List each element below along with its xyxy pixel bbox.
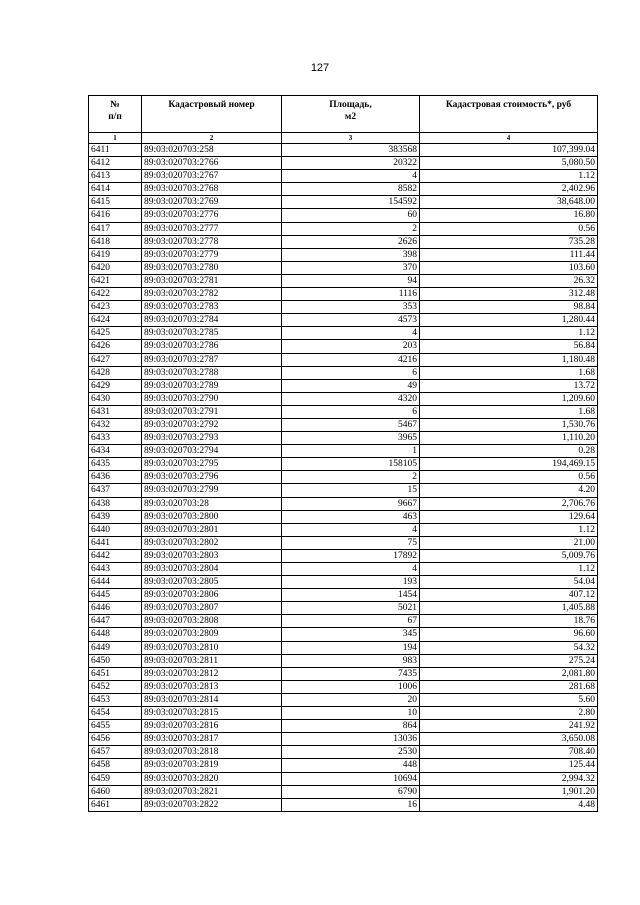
- area-cell: 6: [282, 366, 420, 379]
- cadastral-number-cell: 89:03:020703:2778: [142, 235, 282, 248]
- area-cell: 1454: [282, 589, 420, 602]
- row-number-cell: 6421: [89, 274, 142, 287]
- cadastral-value-cell: 125.44: [420, 759, 598, 772]
- area-cell: 983: [282, 654, 420, 667]
- table-row: [89, 379, 598, 392]
- area-cell: 16: [282, 798, 420, 811]
- row-number-cell: 6417: [89, 222, 142, 235]
- table-row: [89, 680, 598, 693]
- row-number-cell: 6450: [89, 654, 142, 667]
- area-cell: 17892: [282, 549, 420, 562]
- cadastral-number-cell: 89:03:020703:2785: [142, 327, 282, 340]
- area-cell: 2530: [282, 746, 420, 759]
- row-number-cell: 6433: [89, 432, 142, 445]
- table-row: [89, 733, 598, 746]
- cadastral-number-cell: 89:03:020703:2766: [142, 157, 282, 170]
- area-cell: 1006: [282, 680, 420, 693]
- area-cell: 463: [282, 510, 420, 523]
- row-number-cell: 6451: [89, 667, 142, 680]
- area-cell: 6: [282, 405, 420, 418]
- table-row: [89, 209, 598, 222]
- cadastral-value-cell: 2,994.32: [420, 772, 598, 785]
- area-cell: 75: [282, 536, 420, 549]
- row-number-cell: 6431: [89, 405, 142, 418]
- area-cell: 158105: [282, 458, 420, 471]
- table-row: [89, 196, 598, 209]
- row-number-cell: 6437: [89, 484, 142, 497]
- area-cell: 383568: [282, 144, 420, 157]
- area-cell: 20: [282, 693, 420, 706]
- table-row: [89, 707, 598, 720]
- cadastral-number-cell: 89:03:020703:2782: [142, 288, 282, 301]
- table-row: [89, 327, 598, 340]
- cadastral-value-cell: 1,180.48: [420, 353, 598, 366]
- cadastral-value-cell: 281.68: [420, 680, 598, 693]
- cadastral-number-cell: 89:03:020703:2807: [142, 602, 282, 615]
- cadastral-value-cell: 129.64: [420, 510, 598, 523]
- cadastral-value-cell: 5.60: [420, 693, 598, 706]
- cadastral-number-cell: 89:03:020703:2767: [142, 170, 282, 183]
- table-row: [89, 536, 598, 549]
- cadastral-number-cell: 89:03:020703:2801: [142, 523, 282, 536]
- cadastral-value-cell: 26.32: [420, 274, 598, 287]
- header-number-line2: п/п: [108, 112, 122, 122]
- area-cell: 10694: [282, 772, 420, 785]
- row-number-cell: 6434: [89, 445, 142, 458]
- table-row: [89, 235, 598, 248]
- cadastral-number-cell: 89:03:020703:2796: [142, 471, 282, 484]
- row-number-cell: 6436: [89, 471, 142, 484]
- cadastral-table: [88, 95, 598, 812]
- row-number-cell: 6413: [89, 170, 142, 183]
- cadastral-number-cell: 89:03:020703:2790: [142, 392, 282, 405]
- row-number-cell: 6424: [89, 314, 142, 327]
- cadastral-value-cell: 5,009.76: [420, 549, 598, 562]
- row-number-cell: 6445: [89, 589, 142, 602]
- row-number-cell: 6435: [89, 458, 142, 471]
- row-number-cell: 6423: [89, 301, 142, 314]
- area-cell: 194: [282, 641, 420, 654]
- cadastral-value-cell: 21.00: [420, 536, 598, 549]
- cadastral-value-cell: 2.80: [420, 707, 598, 720]
- row-number-cell: 6422: [89, 288, 142, 301]
- table-row: [89, 405, 598, 418]
- header-cadastral-value: [420, 96, 598, 133]
- table-row: [89, 157, 598, 170]
- row-number-cell: 6428: [89, 366, 142, 379]
- column-number: 1: [89, 133, 142, 144]
- area-cell: 154592: [282, 196, 420, 209]
- cadastral-value-cell: 1,901.20: [420, 785, 598, 798]
- table-row: [89, 248, 598, 261]
- row-number-cell: 6429: [89, 379, 142, 392]
- cadastral-number-cell: 89:03:020703:2783: [142, 301, 282, 314]
- area-cell: 15: [282, 484, 420, 497]
- cadastral-value-cell: 5,080.50: [420, 157, 598, 170]
- cadastral-value-cell: 708.40: [420, 746, 598, 759]
- cadastral-number-cell: 89:03:020703:2817: [142, 733, 282, 746]
- cadastral-value-cell: 4.48: [420, 798, 598, 811]
- cadastral-value-cell: 2,402.96: [420, 183, 598, 196]
- cadastral-value-cell: 4.20: [420, 484, 598, 497]
- cadastral-value-cell: 407.12: [420, 589, 598, 602]
- table-row: [89, 497, 598, 510]
- area-cell: 3965: [282, 432, 420, 445]
- row-number-cell: 6449: [89, 641, 142, 654]
- area-cell: 5467: [282, 418, 420, 431]
- cadastral-number-cell: 89:03:020703:28: [142, 497, 282, 510]
- cadastral-number-cell: 89:03:020703:2805: [142, 576, 282, 589]
- table-row: [89, 471, 598, 484]
- table-row: [89, 693, 598, 706]
- table-row: [89, 589, 598, 602]
- cadastral-value-cell: 96.60: [420, 628, 598, 641]
- row-number-cell: 6439: [89, 510, 142, 523]
- cadastral-number-cell: 89:03:020703:2779: [142, 248, 282, 261]
- table-row: [89, 144, 598, 157]
- row-number-cell: 6418: [89, 235, 142, 248]
- row-number-cell: 6419: [89, 248, 142, 261]
- row-number-cell: 6441: [89, 536, 142, 549]
- column-number-row: [89, 133, 598, 144]
- area-cell: 9667: [282, 497, 420, 510]
- area-cell: 5021: [282, 602, 420, 615]
- cadastral-number-cell: 89:03:020703:2777: [142, 222, 282, 235]
- table-row: [89, 392, 598, 405]
- cadastral-value-cell: 0.56: [420, 471, 598, 484]
- table-row: [89, 340, 598, 353]
- cadastral-number-cell: 89:03:020703:2809: [142, 628, 282, 641]
- cadastral-value-cell: 1.12: [420, 523, 598, 536]
- cadastral-number-cell: 89:03:020703:2808: [142, 615, 282, 628]
- cadastral-number-cell: 89:03:020703:2799: [142, 484, 282, 497]
- cadastral-value-cell: 3,650.08: [420, 733, 598, 746]
- table-row: [89, 366, 598, 379]
- area-cell: 1116: [282, 288, 420, 301]
- header-number: [89, 96, 142, 133]
- table-row: [89, 549, 598, 562]
- area-cell: 60: [282, 209, 420, 222]
- row-number-cell: 6455: [89, 720, 142, 733]
- cadastral-number-cell: 89:03:020703:2812: [142, 667, 282, 680]
- table-row: [89, 445, 598, 458]
- table-header-row: [89, 96, 598, 133]
- column-number: 4: [420, 133, 598, 144]
- table-row: [89, 353, 598, 366]
- column-number: 2: [142, 133, 282, 144]
- area-cell: 448: [282, 759, 420, 772]
- area-cell: 864: [282, 720, 420, 733]
- row-number-cell: 6430: [89, 392, 142, 405]
- cadastral-number-cell: 89:03:020703:2806: [142, 589, 282, 602]
- cadastral-value-cell: 1.12: [420, 327, 598, 340]
- cadastral-number-cell: 89:03:020703:2813: [142, 680, 282, 693]
- row-number-cell: 6458: [89, 759, 142, 772]
- area-cell: 2: [282, 222, 420, 235]
- cadastral-number-cell: 89:03:020703:2803: [142, 549, 282, 562]
- row-number-cell: 6457: [89, 746, 142, 759]
- cadastral-value-cell: 16.80: [420, 209, 598, 222]
- cadastral-number-cell: 89:03:020703:2786: [142, 340, 282, 353]
- cadastral-value-cell: 13.72: [420, 379, 598, 392]
- area-cell: 353: [282, 301, 420, 314]
- cadastral-value-cell: 111.44: [420, 248, 598, 261]
- cadastral-number-cell: 89:03:020703:2791: [142, 405, 282, 418]
- cadastral-number-cell: 89:03:020703:2784: [142, 314, 282, 327]
- table-body: [89, 144, 598, 812]
- table-row: [89, 484, 598, 497]
- row-number-cell: 6414: [89, 183, 142, 196]
- cadastral-number-cell: 89:03:020703:2820: [142, 772, 282, 785]
- cadastral-value-cell: 1.12: [420, 170, 598, 183]
- table-row: [89, 418, 598, 431]
- cadastral-number-cell: 89:03:020703:2814: [142, 693, 282, 706]
- table-row: [89, 602, 598, 615]
- table-row: [89, 458, 598, 471]
- area-cell: 6790: [282, 785, 420, 798]
- header-cadastral-value-line1: Кадастровая стоимость*, руб: [445, 100, 572, 110]
- row-number-cell: 6447: [89, 615, 142, 628]
- cadastral-number-cell: 89:03:020703:258: [142, 144, 282, 157]
- row-number-cell: 6446: [89, 602, 142, 615]
- area-cell: 10: [282, 707, 420, 720]
- table-row: [89, 798, 598, 811]
- row-number-cell: 6443: [89, 563, 142, 576]
- cadastral-number-cell: 89:03:020703:2792: [142, 418, 282, 431]
- table-row: [89, 510, 598, 523]
- row-number-cell: 6420: [89, 261, 142, 274]
- table-row: [89, 667, 598, 680]
- row-number-cell: 6440: [89, 523, 142, 536]
- header-number-line1: №: [110, 100, 120, 110]
- cadastral-value-cell: 1.68: [420, 405, 598, 418]
- cadastral-number-cell: 89:03:020703:2776: [142, 209, 282, 222]
- cadastral-number-cell: 89:03:020703:2768: [142, 183, 282, 196]
- area-cell: 67: [282, 615, 420, 628]
- row-number-cell: 6442: [89, 549, 142, 562]
- table-row: [89, 641, 598, 654]
- area-cell: 2: [282, 471, 420, 484]
- area-cell: 49: [282, 379, 420, 392]
- cadastral-number-cell: 89:03:020703:2811: [142, 654, 282, 667]
- table-row: [89, 170, 598, 183]
- area-cell: 94: [282, 274, 420, 287]
- row-number-cell: 6412: [89, 157, 142, 170]
- table-row: [89, 759, 598, 772]
- cadastral-value-cell: 735.28: [420, 235, 598, 248]
- cadastral-number-cell: 89:03:020703:2789: [142, 379, 282, 392]
- row-number-cell: 6452: [89, 680, 142, 693]
- cadastral-number-cell: 89:03:020703:2819: [142, 759, 282, 772]
- header-area-line2: м2: [344, 112, 357, 122]
- cadastral-value-cell: 275.24: [420, 654, 598, 667]
- cadastral-number-cell: 89:03:020703:2804: [142, 563, 282, 576]
- header-area: [282, 96, 420, 133]
- column-number: 3: [282, 133, 420, 144]
- cadastral-value-cell: 107,399.04: [420, 144, 598, 157]
- table-row: [89, 720, 598, 733]
- row-number-cell: 6416: [89, 209, 142, 222]
- cadastral-value-cell: 1,405.88: [420, 602, 598, 615]
- header-cadastral-number: [142, 96, 282, 133]
- row-number-cell: 6427: [89, 353, 142, 366]
- cadastral-value-cell: 38,648.00: [420, 196, 598, 209]
- cadastral-value-cell: 0.28: [420, 445, 598, 458]
- cadastral-number-cell: 89:03:020703:2793: [142, 432, 282, 445]
- cadastral-number-cell: 89:03:020703:2780: [142, 261, 282, 274]
- cadastral-value-cell: 56.84: [420, 340, 598, 353]
- row-number-cell: 6432: [89, 418, 142, 431]
- table-row: [89, 615, 598, 628]
- table-row: [89, 183, 598, 196]
- table-row: [89, 654, 598, 667]
- header-cadastral-number-line1: Кадастровый номер: [168, 100, 255, 110]
- cadastral-value-cell: 1.68: [420, 366, 598, 379]
- row-number-cell: 6426: [89, 340, 142, 353]
- cadastral-value-cell: 1,530.76: [420, 418, 598, 431]
- cadastral-value-cell: 1,110.20: [420, 432, 598, 445]
- row-number-cell: 6438: [89, 497, 142, 510]
- row-number-cell: 6448: [89, 628, 142, 641]
- table-row: [89, 746, 598, 759]
- area-cell: 4216: [282, 353, 420, 366]
- cadastral-value-cell: 18.76: [420, 615, 598, 628]
- table-row: [89, 772, 598, 785]
- table-row: [89, 274, 598, 287]
- cadastral-value-cell: 1.12: [420, 563, 598, 576]
- cadastral-number-cell: 89:03:020703:2802: [142, 536, 282, 549]
- table-row: [89, 261, 598, 274]
- cadastral-number-cell: 89:03:020703:2781: [142, 274, 282, 287]
- row-number-cell: 6444: [89, 576, 142, 589]
- row-number-cell: 6425: [89, 327, 142, 340]
- cadastral-value-cell: 98.84: [420, 301, 598, 314]
- row-number-cell: 6415: [89, 196, 142, 209]
- cadastral-number-cell: 89:03:020703:2787: [142, 353, 282, 366]
- cadastral-number-cell: 89:03:020703:2788: [142, 366, 282, 379]
- area-cell: 2626: [282, 235, 420, 248]
- row-number-cell: 6456: [89, 733, 142, 746]
- cadastral-number-cell: 89:03:020703:2795: [142, 458, 282, 471]
- cadastral-number-cell: 89:03:020703:2769: [142, 196, 282, 209]
- area-cell: 345: [282, 628, 420, 641]
- row-number-cell: 6461: [89, 798, 142, 811]
- row-number-cell: 6454: [89, 707, 142, 720]
- area-cell: 370: [282, 261, 420, 274]
- table-row: [89, 523, 598, 536]
- cadastral-value-cell: 241.92: [420, 720, 598, 733]
- cadastral-value-cell: 54.32: [420, 641, 598, 654]
- cadastral-value-cell: 103.60: [420, 261, 598, 274]
- page-number: 127: [310, 62, 330, 74]
- cadastral-value-cell: 2,081.80: [420, 667, 598, 680]
- area-cell: 20322: [282, 157, 420, 170]
- area-cell: 4320: [282, 392, 420, 405]
- cadastral-number-cell: 89:03:020703:2800: [142, 510, 282, 523]
- table-row: [89, 222, 598, 235]
- row-number-cell: 6411: [89, 144, 142, 157]
- area-cell: 203: [282, 340, 420, 353]
- area-cell: 193: [282, 576, 420, 589]
- area-cell: 4573: [282, 314, 420, 327]
- area-cell: 1: [282, 445, 420, 458]
- table-row: [89, 432, 598, 445]
- cadastral-number-cell: 89:03:020703:2794: [142, 445, 282, 458]
- table-row: [89, 314, 598, 327]
- area-cell: 4: [282, 523, 420, 536]
- row-number-cell: 6453: [89, 693, 142, 706]
- table-row: [89, 628, 598, 641]
- cadastral-number-cell: 89:03:020703:2822: [142, 798, 282, 811]
- cadastral-number-cell: 89:03:020703:2815: [142, 707, 282, 720]
- cadastral-value-cell: 1,209.60: [420, 392, 598, 405]
- cadastral-value-cell: 194,469.15: [420, 458, 598, 471]
- table-row: [89, 563, 598, 576]
- cadastral-value-cell: 0.56: [420, 222, 598, 235]
- table-row: [89, 576, 598, 589]
- area-cell: 4: [282, 563, 420, 576]
- cadastral-value-cell: 312.48: [420, 288, 598, 301]
- table-row: [89, 288, 598, 301]
- row-number-cell: 6460: [89, 785, 142, 798]
- cadastral-number-cell: 89:03:020703:2818: [142, 746, 282, 759]
- area-cell: 7435: [282, 667, 420, 680]
- area-cell: 4: [282, 327, 420, 340]
- cadastral-value-cell: 2,706.76: [420, 497, 598, 510]
- table-row: [89, 785, 598, 798]
- cadastral-number-cell: 89:03:020703:2821: [142, 785, 282, 798]
- cadastral-value-cell: 1,280.44: [420, 314, 598, 327]
- area-cell: 4: [282, 170, 420, 183]
- row-number-cell: 6459: [89, 772, 142, 785]
- area-cell: 13036: [282, 733, 420, 746]
- area-cell: 398: [282, 248, 420, 261]
- header-area-line1: Площадь,: [329, 100, 372, 110]
- cadastral-number-cell: 89:03:020703:2810: [142, 641, 282, 654]
- cadastral-value-cell: 54.04: [420, 576, 598, 589]
- table-row: [89, 301, 598, 314]
- cadastral-number-cell: 89:03:020703:2816: [142, 720, 282, 733]
- area-cell: 8582: [282, 183, 420, 196]
